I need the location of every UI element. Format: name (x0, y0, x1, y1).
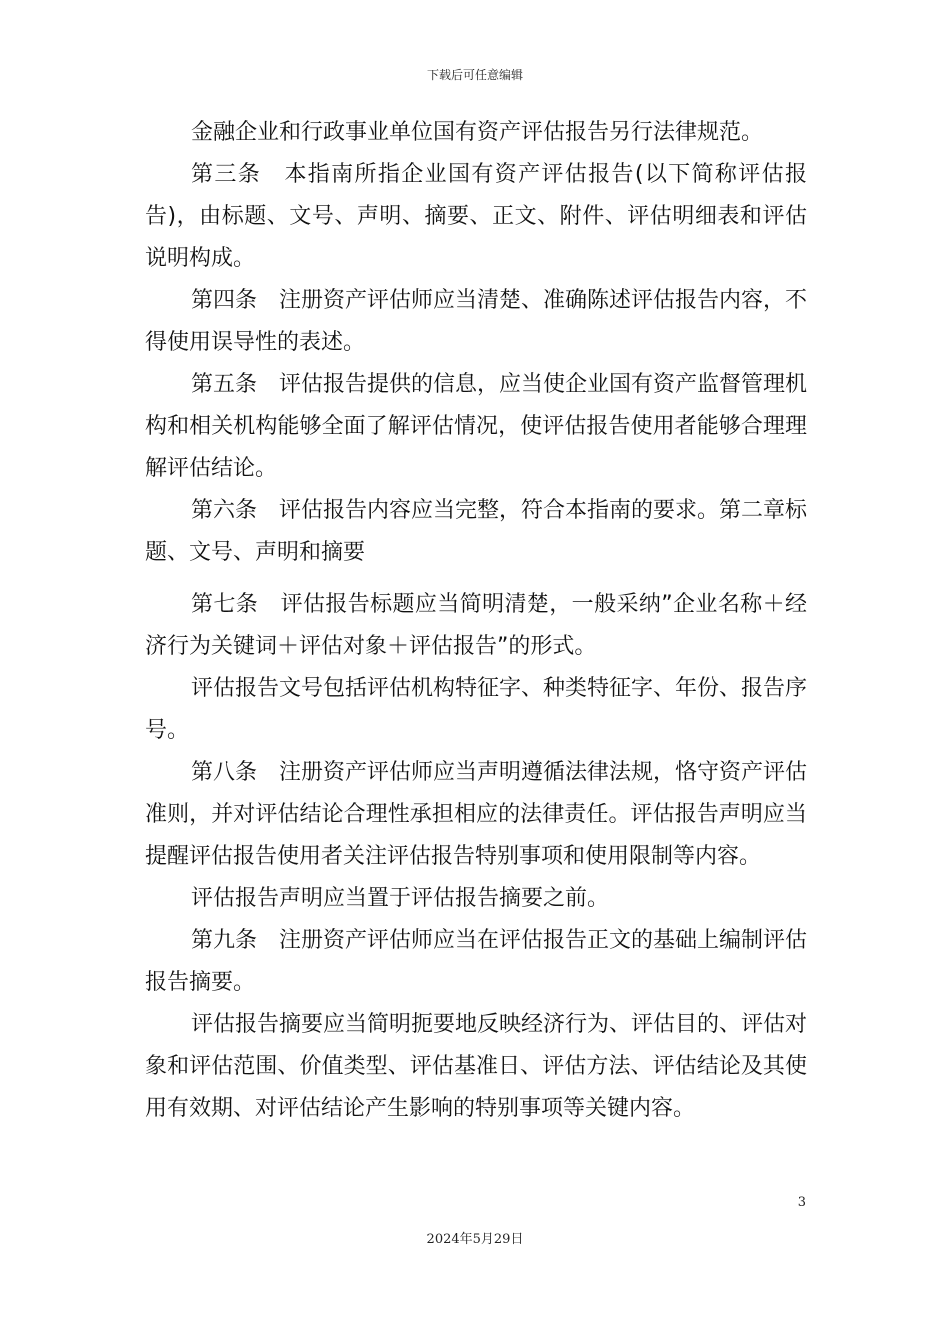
paragraph-article-3: 第三条 本指南所指企业国有资产评估报告(以下简称评估报告)，由标题、文号、声明、摘要、正文、附件、评估明细表和评估说明构成。 (145, 162, 807, 271)
paragraph-gap (145, 574, 807, 584)
document-body (145, 112, 807, 1130)
paragraph-article-9: 第九条 注册资产评估师应当在评估报告正文的基础上编制评估报告摘要。 (145, 928, 808, 995)
paragraph: 评估报告摘要应当简明扼要地反映经济行为、评估目的、评估对象和评估范围、价值类型、评估基准日、评估方法、评估结论及其使用有效期、对评估结论产生影响的特别事项等关键内容。 (145, 1012, 808, 1121)
paragraph-article-7: 第七条 评估报告标题应当简明清楚，一般采纳”企业名称＋经济行为关键词＋评估对象＋评估报告”的形式。 (145, 592, 807, 659)
paragraph: 评估报告文号包括评估机构特征字、种类特征字、年份、报告序号。 (145, 676, 808, 743)
paragraph-article-4: 第四条 注册资产评估师应当清楚、准确陈述评估报告内容，不得使用误导性的表述。 (145, 288, 808, 355)
paragraph-article-6: 第六条 评估报告内容应当完整，符合本指南的要求。第二章标题、文号、声明和摘要 (145, 498, 808, 565)
page-header: 下载后可任意编辑 (426, 68, 523, 82)
paragraph-article-5: 第五条 评估报告提供的信息，应当使企业国有资产监督管理机构和相关机构能够全面了解评估情况，使评估报告使用者能够合理理解评估结论。 (145, 372, 808, 481)
paragraph: 评估报告声明应当置于评估报告摘要之前。 (191, 886, 610, 911)
paragraph-article-8: 第八条 注册资产评估师应当声明遵循法律法规，恪守资产评估准则，并对评估结论合理性承担相应的法律责任。评估报告声明应当提醒评估报告使用者关注评估报告特别事项和使用限制等内容。 (145, 760, 808, 869)
footer-date: 2024年5月29日 (426, 1232, 524, 1247)
page-number: 3 (797, 1195, 806, 1210)
paragraph: 金融企业和行政事业单位国有资产评估报告另行法律规范。 (191, 120, 764, 145)
